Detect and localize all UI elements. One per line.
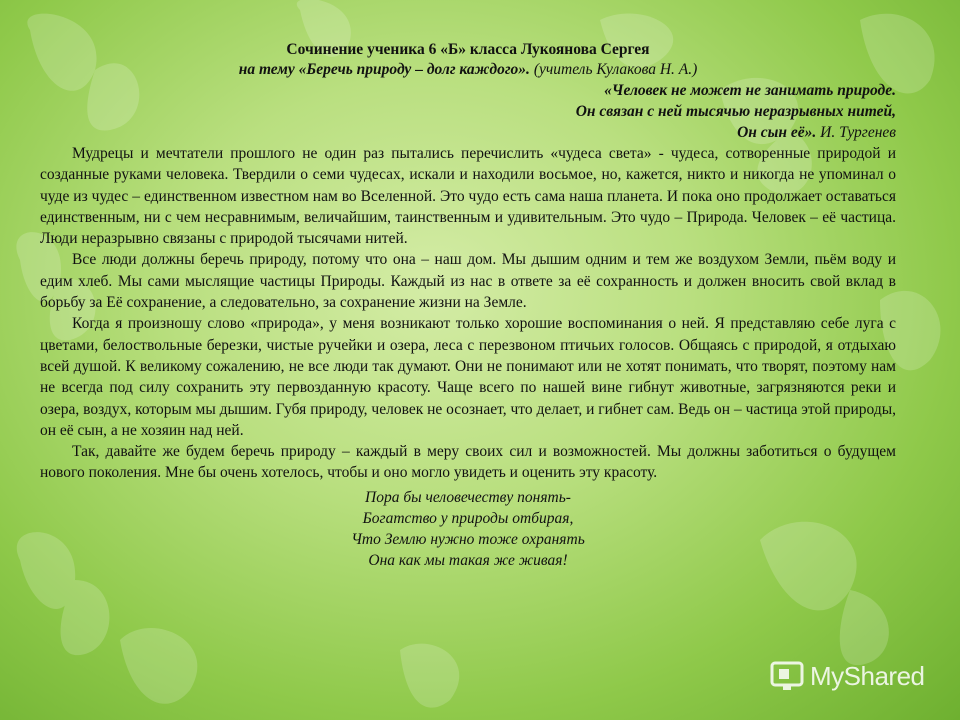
poem-line-1: Пора бы человечеству понять-: [365, 488, 571, 506]
essay-paragraph-2: Все люди должны беречь природу, потому что она – наш дом. Мы дышим одним и тем же воздухом Земли, пьём воду и едим хлеб. Мы сами мыслящие частицы Природы. Каждый из нас в ответе за её сохранность и должен вносить свой вклад в борьбу за Её сохранение, а следовательно, за сохранение жизни на Земле.: [40, 251, 896, 312]
poem-line-2: Богатство у природы отбирая,: [362, 509, 574, 527]
closing-poem: [40, 487, 896, 571]
epigraph: [40, 80, 896, 143]
essay-body: [40, 143, 896, 484]
epigraph-author: И. Тургенев: [820, 124, 896, 141]
essay-topic-text: на тему «Беречь природу – долг каждого».: [238, 61, 530, 78]
epigraph-line-2: Он связан с ней тысячью неразрывных нитей,: [575, 103, 896, 120]
epigraph-line-3-text: Он сын её».: [737, 124, 817, 141]
essay-title: Сочинение ученика 6 «Б» класса Лукоянова Сергея: [286, 41, 650, 58]
poem-line-4: Она как мы такая же живая!: [368, 551, 568, 569]
teacher-name: (учитель Кулакова Н. А.): [533, 61, 698, 78]
poem-line-3: Что Землю нужно тоже охранять: [351, 530, 585, 548]
essay-paragraph-1: Мудрецы и мечтатели прошлого не один раз пытались перечислить «чудеса света» - чудеса, сотворенные природой и созданные руками человека. Твердили о семи чудесах, искали и находили восьмое, но, кажется, никто и никогда не упоминал о чуде из чудес – единственном известном нам во Вселенной. Это чудо есть сама наша планета. И пока оно продолжает оставаться единственным, ни с чем несравнимым, величайшим, таинственным и удивительным. Это чудо – Природа. Человек – её частица. Люди неразрывно связаны с природой тысячами нитей.: [40, 145, 896, 248]
myshared-logo-text: MyShared: [810, 660, 925, 691]
essay-document: [40, 40, 896, 571]
epigraph-line-1: «Человек не может не занимать природе.: [604, 82, 896, 99]
essay-paragraph-3: Когда я произношу слово «природа», у меня возникают только хорошие воспоминания о ней. Я представляю себе луга с цветами, белоствольные березки, чистые ручейки и озера, леса с перезвоном птичьих голосов. Общаясь с природой, я отдыхаю всей душой. К великому сожалению, не все люди так думают. Они не понимают или не хотят понимать, что творят, поэтому нам не всегда под силу сохранить эту первозданную красоту. Чаще всего по нашей вине гибнут животные, загрязняются реки и озера, воздух, которым мы дышим. Губя природу, человек не осознает, что делает, и гибнет сам. Ведь он – частица этой природы, он её сын, а не хозяин над ней.: [40, 315, 896, 439]
myshared-watermark: [770, 656, 930, 696]
epigraph-line-3: [40, 122, 896, 143]
essay-paragraph-4: Так, давайте же будем беречь природу – каждый в меру своих сил и возможностей. Мы должны заботиться о будущем нового поколения. Мне бы очень хотелось, чтобы и оно могло увидеть и оценить эту красоту.: [40, 443, 896, 482]
essay-topic: [40, 60, 896, 80]
myshared-logo-icon: [770, 659, 804, 693]
